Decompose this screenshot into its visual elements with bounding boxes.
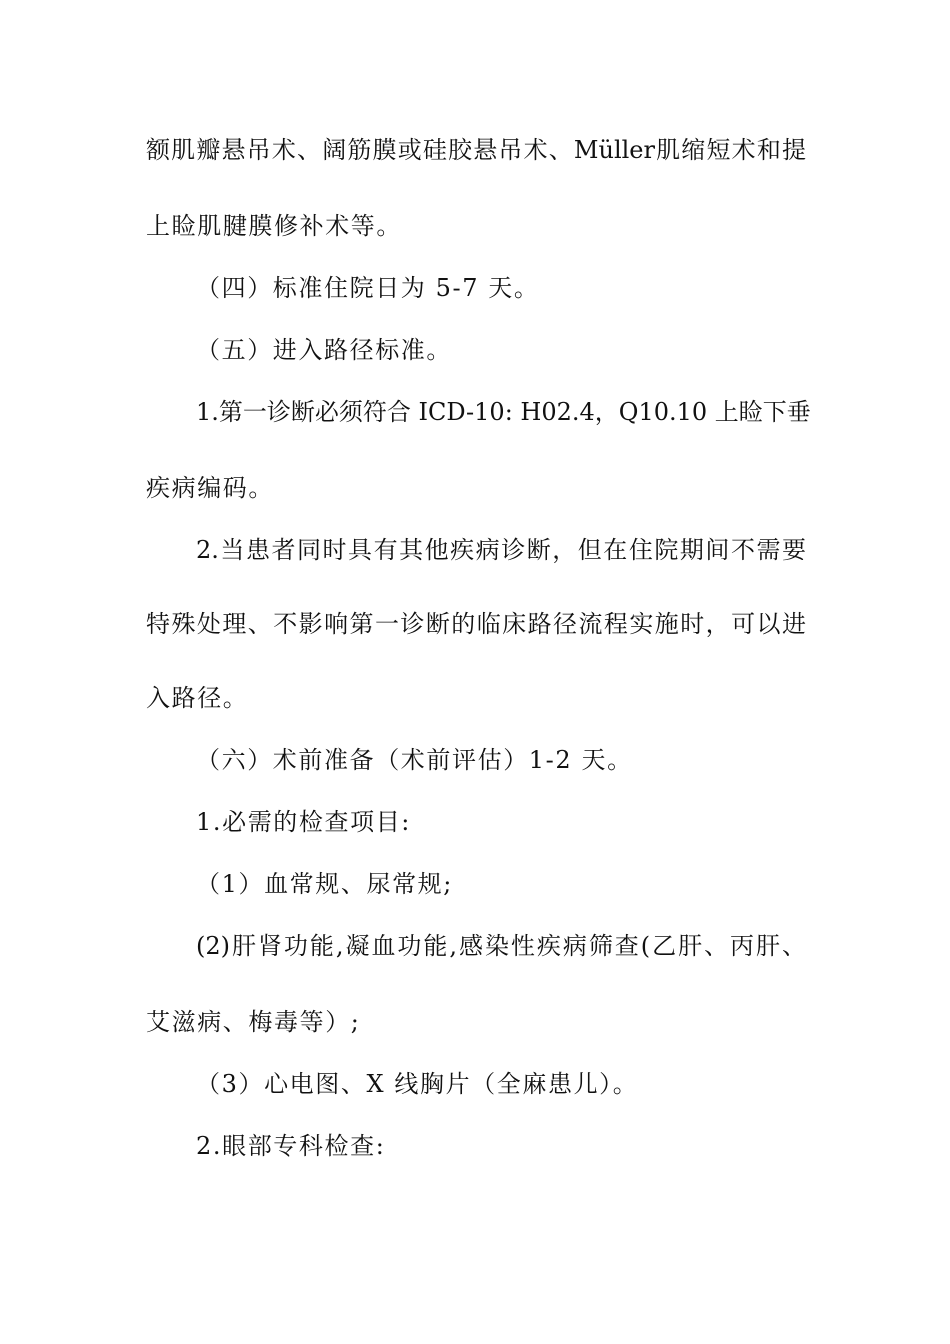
paragraph-line: 疾病编码。 bbox=[146, 474, 274, 502]
section-heading: （六）术前准备（术前评估）1-2 天。 bbox=[196, 746, 633, 774]
list-item: （3）心电图、X 线胸片（全麻患儿）。 bbox=[196, 1070, 639, 1098]
paragraph-line: 上睑肌腱膜修补术等。 bbox=[146, 212, 402, 240]
list-heading: 2.眼部专科检查: bbox=[196, 1132, 386, 1160]
paragraph-line: 特殊处理、不影响第一诊断的临床路径流程实施时，可以进 bbox=[146, 610, 806, 638]
paragraph-line: 额肌瓣悬吊术、阔筋膜或硅胶悬吊术、Müller肌缩短术和提 bbox=[146, 136, 806, 164]
list-item: （1）血常规、尿常规; bbox=[196, 870, 453, 898]
list-item: (2)肝肾功能,凝血功能,感染性疾病筛查(乙肝、丙肝、 bbox=[196, 932, 806, 960]
paragraph-line: 入路径。 bbox=[146, 684, 249, 712]
paragraph-line: 2.当患者同时具有其他疾病诊断，但在住院期间不需要 bbox=[196, 536, 806, 564]
section-heading: （五）进入路径标准。 bbox=[196, 336, 452, 364]
paragraph-line: 1.第一诊断必须符合 ICD-10: H02.4，Q10.10 上睑下垂 bbox=[196, 398, 811, 426]
list-item-continuation: 艾滋病、梅毒等）; bbox=[146, 1008, 361, 1036]
section-heading: （四）标准住院日为 5-7 天。 bbox=[196, 274, 540, 302]
list-heading: 1.必需的检查项目: bbox=[196, 808, 411, 836]
